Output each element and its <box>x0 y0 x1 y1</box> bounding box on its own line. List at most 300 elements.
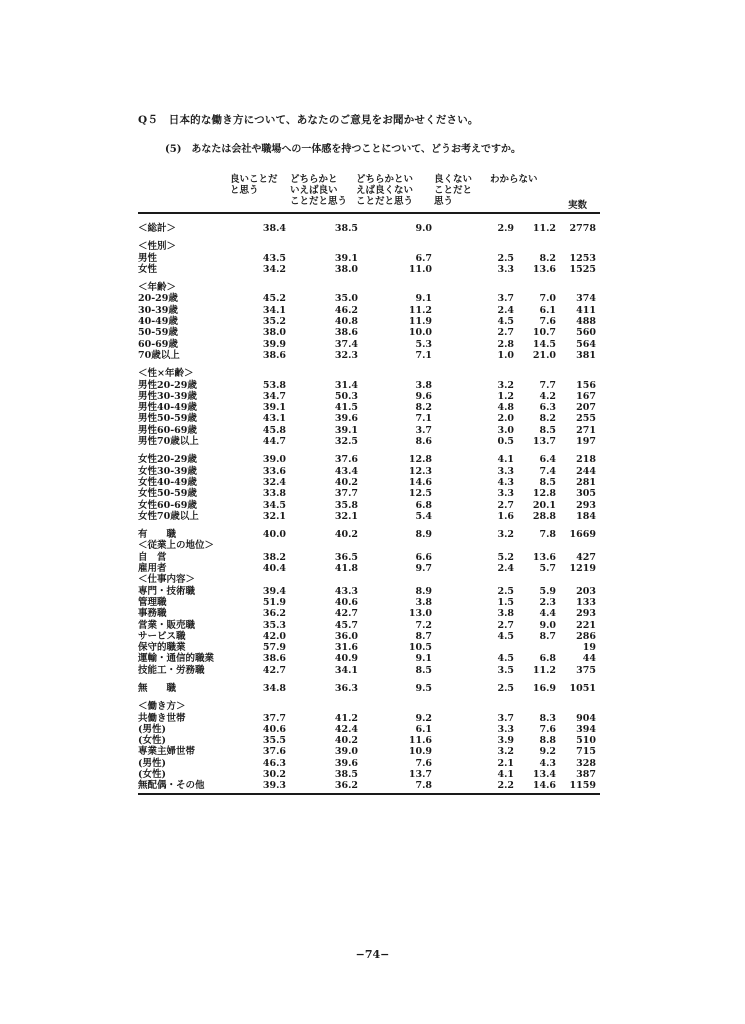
row-label: (男性) <box>138 757 166 769</box>
table-cell: 38.6 <box>334 327 358 339</box>
row-label: 男性40-49歳 <box>138 402 197 414</box>
table-cell: 8.7 <box>415 630 432 642</box>
row-label: 30-39歳 <box>138 304 178 316</box>
table-cell: 13.6 <box>532 551 556 563</box>
table-cell: 7.1 <box>415 349 432 361</box>
table-cell: 10.0 <box>408 327 432 339</box>
row-label: (女性) <box>138 769 166 781</box>
table-row <box>138 642 600 653</box>
table-cell: 4.1 <box>497 769 514 781</box>
table-cell: 35.0 <box>334 293 358 305</box>
table-cell: 40.2 <box>334 476 358 488</box>
table-cell: 207 <box>576 402 596 414</box>
row-label: 女性40-49歳 <box>138 476 197 488</box>
header-bad: 良くない ことだと 思う <box>434 174 473 207</box>
table-cell: 41.2 <box>334 712 358 724</box>
table-cell: 715 <box>576 746 596 758</box>
table-cell: 3.8 <box>415 379 432 391</box>
table-cell: 281 <box>576 476 596 488</box>
table-cell: 3.7 <box>415 424 432 436</box>
table-cell: 44 <box>582 653 596 665</box>
table-cell: 375 <box>576 664 596 676</box>
table-row <box>138 563 600 574</box>
table-row <box>138 746 600 757</box>
table-cell: 374 <box>576 293 596 305</box>
table-cell: 41.8 <box>334 563 358 575</box>
table-cell: 4.5 <box>497 316 514 328</box>
table-cell: 156 <box>576 379 596 391</box>
header-somewhat-bad: どちらかとい えば良くない ことだと思う <box>356 174 414 207</box>
table-cell: 2.8 <box>497 338 514 350</box>
table-cell: 2.1 <box>497 757 514 769</box>
table-cell: 11.0 <box>408 263 432 275</box>
table-cell: 8.2 <box>539 413 556 425</box>
table-cell: 167 <box>576 390 596 402</box>
table-cell: 34.5 <box>262 499 286 511</box>
table-cell: 11.9 <box>408 316 432 328</box>
table-cell: 39.0 <box>334 746 358 758</box>
table-cell: 39.0 <box>262 454 286 466</box>
table-cell: 218 <box>576 454 596 466</box>
table-cell: 2.5 <box>497 252 514 264</box>
table-cell: 8.8 <box>539 735 556 747</box>
table-row <box>138 653 600 664</box>
table-cell: 2.5 <box>497 585 514 597</box>
row-label: 無配偶・その他 <box>138 780 205 792</box>
table-cell: 12.5 <box>408 488 432 500</box>
table-cell: 40.6 <box>262 723 286 735</box>
table-cell: 3.3 <box>497 488 514 500</box>
table-cell: 2.5 <box>497 682 514 694</box>
table-cell: 40.6 <box>334 596 358 608</box>
table-cell: 1159 <box>569 780 596 792</box>
table-cell: 19 <box>582 642 596 654</box>
table-cell: 3.9 <box>497 735 514 747</box>
table-cell: 32.3 <box>334 349 358 361</box>
table-row <box>138 466 600 477</box>
table-cell: 293 <box>576 499 596 511</box>
row-label: 営業・販売職 <box>138 619 196 631</box>
table-cell: 3.7 <box>497 712 514 724</box>
table-cell: 37.4 <box>334 338 358 350</box>
table-row <box>138 316 600 327</box>
row-label: ＜働き方＞ <box>138 701 186 713</box>
table-cell: 11.6 <box>408 735 432 747</box>
table-cell: 11.2 <box>408 304 432 316</box>
table-cell: 1051 <box>569 682 596 694</box>
table-row <box>138 339 600 350</box>
row-label: 50-59歳 <box>138 327 178 339</box>
table-cell: 3.5 <box>497 664 514 676</box>
table-cell: 45.2 <box>262 293 286 305</box>
table-cell: 39.1 <box>334 252 358 264</box>
header-dont-know: わからない <box>490 174 538 185</box>
row-label: ＜従業上の地位＞ <box>138 540 215 552</box>
table-row <box>138 264 600 275</box>
table-cell: 8.5 <box>539 476 556 488</box>
table-cell: 3.2 <box>497 746 514 758</box>
table-cell: 51.9 <box>262 596 286 608</box>
table-cell: 38.6 <box>262 653 286 665</box>
table-cell: 40.8 <box>334 316 358 328</box>
row-label: 男性60-69歳 <box>138 424 197 436</box>
row-label: 共働き世帯 <box>138 712 186 724</box>
table-cell: 2.7 <box>497 327 514 339</box>
table-row <box>138 282 600 293</box>
table-cell: 1.2 <box>497 390 514 402</box>
table-cell: 37.7 <box>262 712 286 724</box>
table-cell: 36.0 <box>334 630 358 642</box>
table-cell: 6.7 <box>415 252 432 264</box>
table-cell: 8.9 <box>415 585 432 597</box>
table-row <box>138 454 600 465</box>
row-label: 男性70歳以上 <box>138 436 199 448</box>
table-cell: 7.4 <box>539 465 556 477</box>
table-cell: 6.4 <box>539 454 556 466</box>
table-cell: 38.0 <box>334 263 358 275</box>
table-cell: 328 <box>576 757 596 769</box>
table-cell: 8.2 <box>539 252 556 264</box>
table-cell: 8.5 <box>415 664 432 676</box>
table-cell: 5.7 <box>539 563 556 575</box>
table-cell: 33.6 <box>262 465 286 477</box>
row-label: 女性50-59歳 <box>138 488 197 500</box>
table-bottom-rule <box>138 793 600 795</box>
table-cell: 904 <box>576 712 596 724</box>
table-cell: 32.1 <box>334 510 358 522</box>
table-cell: 8.9 <box>415 529 432 541</box>
table-cell: 2.7 <box>497 619 514 631</box>
table-row <box>138 597 600 608</box>
row-label: 女性 <box>138 263 158 275</box>
page-number: −74− <box>355 948 390 961</box>
table-cell: 1.5 <box>497 596 514 608</box>
table-cell: 42.0 <box>262 630 286 642</box>
table-body <box>138 223 600 792</box>
table-cell: 293 <box>576 608 596 620</box>
table-cell: 39.1 <box>334 424 358 436</box>
row-label: 事務職 <box>138 608 167 620</box>
table-cell: 32.1 <box>262 510 286 522</box>
row-label: 40-49歳 <box>138 316 178 328</box>
table-row <box>138 758 600 769</box>
row-label: 自 営 <box>138 551 167 563</box>
table-cell: 42.4 <box>334 723 358 735</box>
table-cell: 3.2 <box>497 529 514 541</box>
row-label: 女性30-39歳 <box>138 465 197 477</box>
table-cell: 35.5 <box>262 735 286 747</box>
table-row <box>138 511 600 522</box>
table-header <box>138 172 600 214</box>
table-cell: 40.2 <box>334 529 358 541</box>
table-row <box>138 368 600 379</box>
table-cell: 34.7 <box>262 390 286 402</box>
row-label: ＜性別＞ <box>138 241 177 253</box>
table-cell: 9.0 <box>539 619 556 631</box>
row-label: 無 職 <box>138 682 177 694</box>
table-cell: 42.7 <box>334 608 358 620</box>
table-cell: 394 <box>576 723 596 735</box>
table-cell: 5.3 <box>415 338 432 350</box>
table-cell: 33.8 <box>262 488 286 500</box>
table-cell: 40.4 <box>262 563 286 575</box>
table-cell: 12.8 <box>532 488 556 500</box>
table-cell: 3.7 <box>497 293 514 305</box>
row-label: 60-69歳 <box>138 338 178 350</box>
table-cell: 13.0 <box>408 608 432 620</box>
table-cell: 9.1 <box>415 653 432 665</box>
table-cell: 9.0 <box>415 223 432 234</box>
table-cell: 45.8 <box>262 424 286 436</box>
table-cell: 43.3 <box>334 585 358 597</box>
table-cell: 28.8 <box>532 510 556 522</box>
table-cell: 8.3 <box>539 712 556 724</box>
table-cell: 39.6 <box>334 757 358 769</box>
table-row <box>138 350 600 361</box>
table-cell: 13.6 <box>532 263 556 275</box>
row-label: 70歳以上 <box>138 349 180 361</box>
table-row <box>138 620 600 631</box>
survey-table <box>138 172 600 795</box>
table-cell: 4.5 <box>497 653 514 665</box>
table-cell: 4.2 <box>539 390 556 402</box>
table-cell: 2.4 <box>497 304 514 316</box>
row-label: ＜仕事内容＞ <box>138 574 196 586</box>
header-good: 良いことだ と思う <box>230 174 278 196</box>
table-row <box>138 477 600 488</box>
table-cell: 12.8 <box>408 454 432 466</box>
table-cell: 36.2 <box>334 780 358 792</box>
table-cell: 7.6 <box>539 723 556 735</box>
table-cell: 43.5 <box>262 252 286 264</box>
table-cell: 45.7 <box>334 619 358 631</box>
table-row <box>138 631 600 642</box>
table-cell: 35.2 <box>262 316 286 328</box>
table-cell: 244 <box>576 465 596 477</box>
table-cell: 8.7 <box>539 630 556 642</box>
table-cell: 31.6 <box>334 642 358 654</box>
table-cell: 8.6 <box>415 436 432 448</box>
table-cell: 43.1 <box>262 413 286 425</box>
table-cell: 7.1 <box>415 413 432 425</box>
row-label: 男性20-29歳 <box>138 379 197 391</box>
table-row <box>138 713 600 724</box>
subquestion-text: (5) あなたは会社や職場への一体感を持つことについて、どうお考えですか。 <box>165 144 522 155</box>
table-cell: 6.8 <box>539 653 556 665</box>
table-cell: 7.7 <box>539 379 556 391</box>
table-cell: 2.7 <box>497 499 514 511</box>
table-cell: 34.2 <box>262 263 286 275</box>
table-row <box>138 500 600 511</box>
table-cell: 7.2 <box>415 619 432 631</box>
row-label: ＜総計＞ <box>138 223 177 234</box>
table-cell: 1219 <box>569 563 596 575</box>
table-cell: 427 <box>576 551 596 563</box>
table-cell: 488 <box>576 316 596 328</box>
table-cell: 2778 <box>569 223 596 234</box>
table-cell: 37.6 <box>262 746 286 758</box>
table-cell: 2.2 <box>497 780 514 792</box>
table-row <box>138 683 600 694</box>
row-label: 男性30-39歳 <box>138 390 197 402</box>
table-cell: 30.2 <box>262 769 286 781</box>
table-cell: 42.7 <box>262 664 286 676</box>
table-row <box>138 701 600 712</box>
table-cell: 10.9 <box>408 746 432 758</box>
table-cell: 9.2 <box>539 746 556 758</box>
table-cell: 37.7 <box>334 488 358 500</box>
table-row <box>138 552 600 563</box>
table-cell: 9.7 <box>415 563 432 575</box>
table-cell: 41.5 <box>334 402 358 414</box>
table-cell: 3.2 <box>497 379 514 391</box>
row-label: 専門・技術職 <box>138 585 196 597</box>
table-row <box>138 735 600 746</box>
table-cell: 36.2 <box>262 608 286 620</box>
row-label: サービス職 <box>138 630 186 642</box>
table-cell: 197 <box>576 436 596 448</box>
table-cell: 3.0 <box>497 424 514 436</box>
table-row <box>138 780 600 791</box>
table-row <box>138 293 600 304</box>
table-cell: 9.6 <box>415 390 432 402</box>
table-cell: 13.4 <box>532 769 556 781</box>
table-cell: 57.9 <box>262 642 286 654</box>
table-cell: 510 <box>576 735 596 747</box>
table-cell: 10.7 <box>532 327 556 339</box>
table-cell: 44.7 <box>262 436 286 448</box>
row-label: ＜性×年齢＞ <box>138 368 194 380</box>
table-cell: 5.4 <box>415 510 432 522</box>
table-cell: 305 <box>576 488 596 500</box>
table-cell: 1253 <box>569 252 596 264</box>
table-cell: 6.8 <box>415 499 432 511</box>
row-label: 運輸・通信的職業 <box>138 653 215 665</box>
table-cell: 564 <box>576 338 596 350</box>
table-cell: 133 <box>576 596 596 608</box>
table-cell: 11.2 <box>532 664 556 676</box>
table-cell: 2.0 <box>497 413 514 425</box>
table-cell: 46.3 <box>262 757 286 769</box>
table-cell: 38.0 <box>262 327 286 339</box>
row-label: 管理職 <box>138 596 167 608</box>
row-label: 男性50-59歳 <box>138 413 197 425</box>
table-cell: 4.8 <box>497 402 514 414</box>
row-label: 保守的職業 <box>138 642 186 654</box>
table-cell: 1.0 <box>497 349 514 361</box>
table-cell: 271 <box>576 424 596 436</box>
table-cell: 39.4 <box>262 585 286 597</box>
table-cell: 40.0 <box>262 529 286 541</box>
table-cell: 32.4 <box>262 476 286 488</box>
table-cell: 6.1 <box>539 304 556 316</box>
row-label: (女性) <box>138 735 166 747</box>
row-label: 女性70歳以上 <box>138 510 199 522</box>
table-cell: 38.5 <box>334 223 358 234</box>
table-cell: 203 <box>576 585 596 597</box>
table-cell: 3.3 <box>497 465 514 477</box>
table-cell: 34.1 <box>262 304 286 316</box>
table-row <box>138 574 600 585</box>
table-cell: 38.6 <box>262 349 286 361</box>
table-cell: 20.1 <box>532 499 556 511</box>
table-cell: 9.1 <box>415 293 432 305</box>
table-row <box>138 380 600 391</box>
table-row <box>138 305 600 316</box>
table-row <box>138 402 600 413</box>
table-row <box>138 608 600 619</box>
table-cell: 50.3 <box>334 390 358 402</box>
table-cell: 39.1 <box>262 402 286 414</box>
table-row <box>138 253 600 264</box>
row-label: (男性) <box>138 723 166 735</box>
table-cell: 7.6 <box>415 757 432 769</box>
table-cell: 4.1 <box>497 454 514 466</box>
table-cell: 38.4 <box>262 223 286 234</box>
table-cell: 39.3 <box>262 780 286 792</box>
row-label: 専業主婦世帯 <box>138 746 196 758</box>
table-cell: 39.9 <box>262 338 286 350</box>
table-cell: 37.6 <box>334 454 358 466</box>
table-row <box>138 413 600 424</box>
table-cell: 255 <box>576 413 596 425</box>
table-cell: 5.9 <box>539 585 556 597</box>
table-cell: 31.4 <box>334 379 358 391</box>
table-cell: 21.0 <box>532 349 556 361</box>
table-cell: 6.1 <box>415 723 432 735</box>
table-cell: 38.5 <box>334 769 358 781</box>
table-cell: 39.6 <box>334 413 358 425</box>
table-cell: 53.8 <box>262 379 286 391</box>
table-cell: 13.7 <box>408 769 432 781</box>
table-cell: 286 <box>576 630 596 642</box>
question-title: Q５ 日本的な働き方について、あなたのご意見をお聞かせください。 <box>138 114 479 126</box>
table-cell: 14.5 <box>532 338 556 350</box>
table-row <box>138 724 600 735</box>
table-cell: 560 <box>576 327 596 339</box>
table-cell: 7.8 <box>539 529 556 541</box>
table-row <box>138 488 600 499</box>
table-cell: 4.4 <box>539 608 556 620</box>
table-cell: 10.5 <box>408 642 432 654</box>
row-label: 女性60-69歳 <box>138 499 197 511</box>
table-cell: 16.9 <box>532 682 556 694</box>
table-cell: 9.2 <box>415 712 432 724</box>
table-cell: 4.3 <box>497 476 514 488</box>
row-label: 有 職 <box>138 529 177 541</box>
table-cell: 9.5 <box>415 682 432 694</box>
table-cell: 46.2 <box>334 304 358 316</box>
table-cell: 14.6 <box>408 476 432 488</box>
row-label: 技能工・労務職 <box>138 664 205 676</box>
table-cell: 411 <box>576 304 596 316</box>
table-row <box>138 769 600 780</box>
table-row <box>138 540 600 551</box>
table-cell: 4.3 <box>539 757 556 769</box>
table-cell: 35.3 <box>262 619 286 631</box>
table-cell: 8.5 <box>539 424 556 436</box>
table-row <box>138 223 600 234</box>
table-cell: 221 <box>576 619 596 631</box>
row-label: 20-29歳 <box>138 293 178 305</box>
table-cell: 1669 <box>569 529 596 541</box>
table-cell: 3.3 <box>497 263 514 275</box>
row-label: 雇用者 <box>138 563 167 575</box>
table-row <box>138 436 600 447</box>
table-cell: 40.9 <box>334 653 358 665</box>
table-cell: 8.2 <box>415 402 432 414</box>
table-cell: 14.6 <box>532 780 556 792</box>
